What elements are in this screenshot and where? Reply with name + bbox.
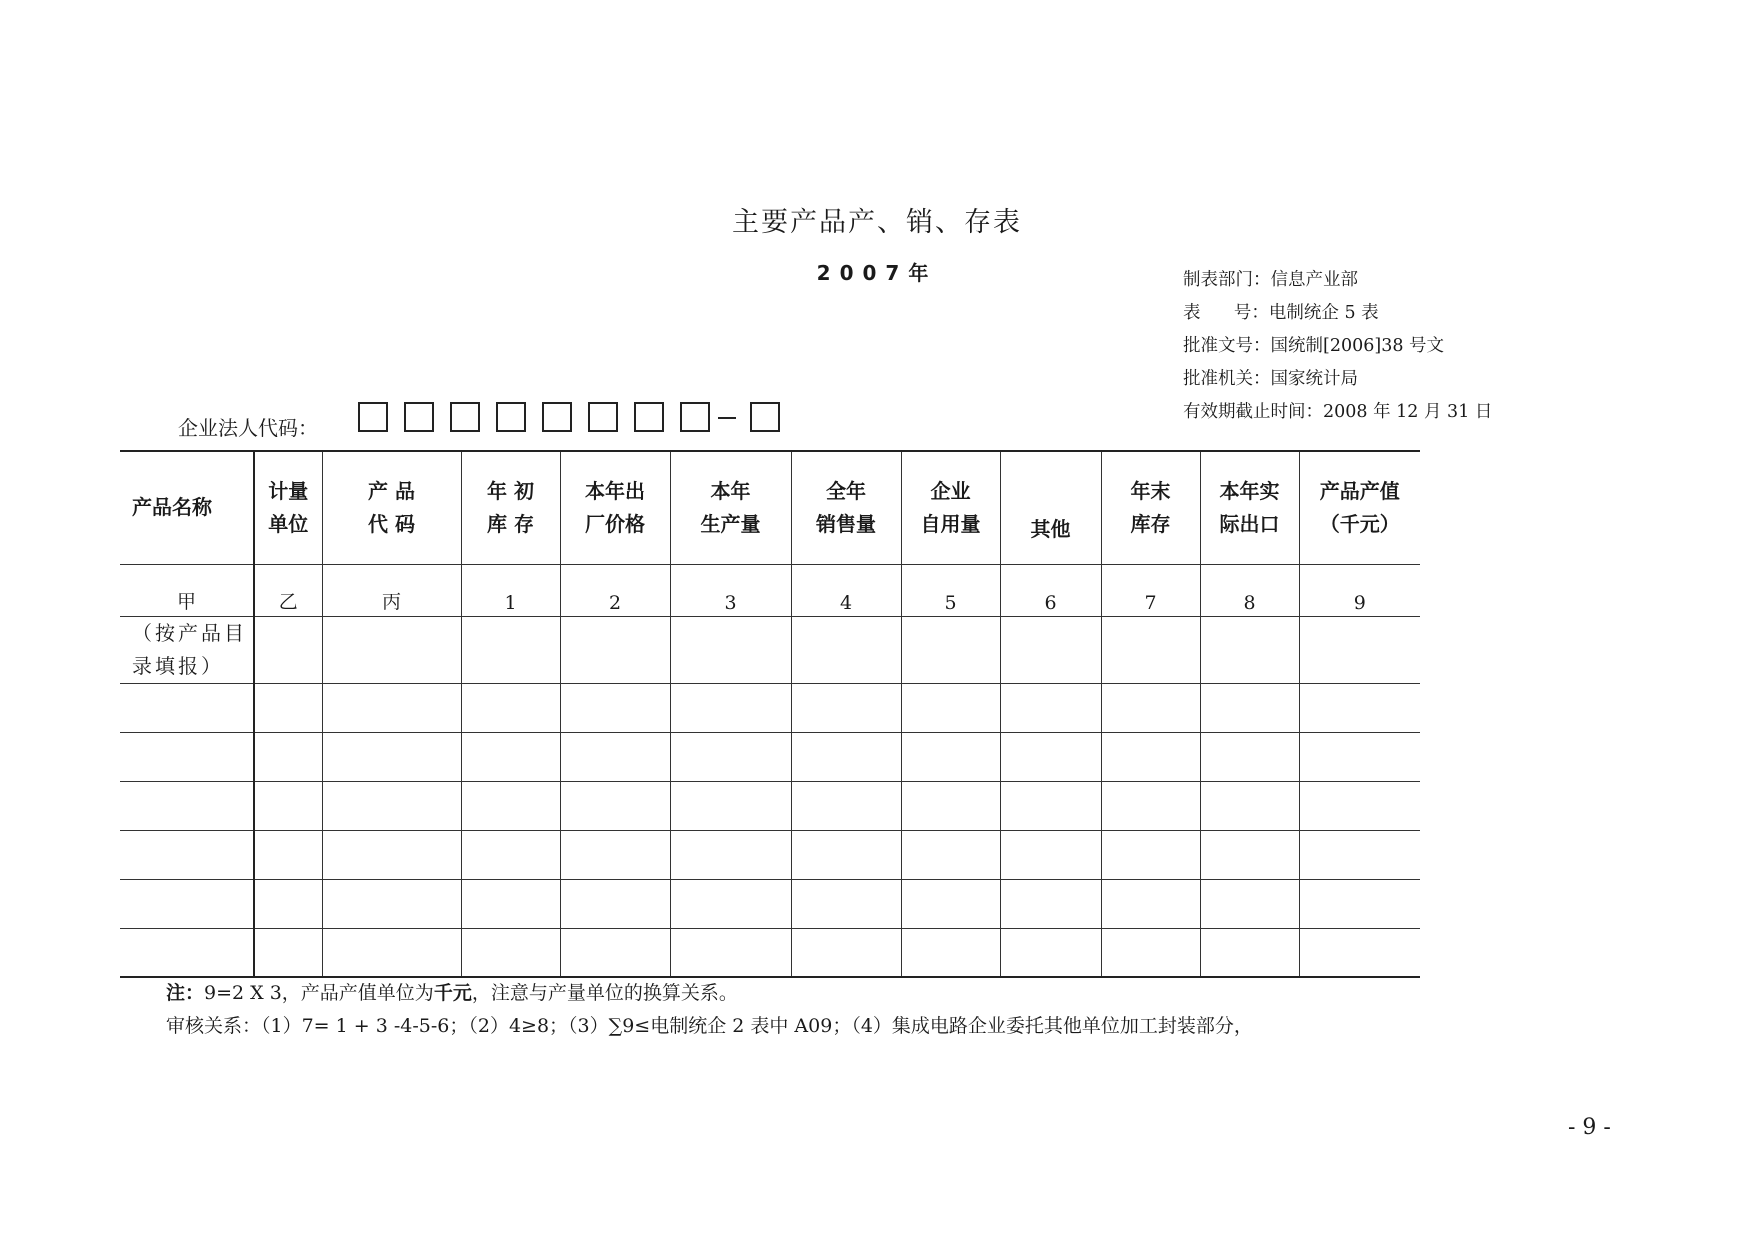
meta-approval-doc: 批准文号：国统制[2006]38 号文 [1183,336,1445,356]
table-cell[interactable] [791,732,901,781]
table-cell[interactable] [254,616,322,683]
table-cell[interactable] [791,616,901,683]
table-cell[interactable] [1200,732,1299,781]
table-cell[interactable] [120,683,254,732]
page-number: - 9 - [1568,1115,1611,1140]
table-cell[interactable] [120,830,254,879]
table-cell[interactable] [254,732,322,781]
table-cell[interactable] [901,830,1000,879]
table-cell[interactable] [560,732,670,781]
code-digit-box[interactable] [496,402,526,432]
table-cell[interactable] [1200,928,1299,977]
table-row [120,732,1420,781]
table-cell[interactable] [670,928,791,977]
table-cell[interactable] [322,616,461,683]
meta-form-number: 表 号：电制统企 5 表 [1183,303,1379,323]
table-cell[interactable] [791,781,901,830]
table-cell[interactable] [1200,683,1299,732]
code-digit-box[interactable] [404,402,434,432]
code-check-box[interactable] [750,402,780,432]
table-cell[interactable] [560,879,670,928]
column-number: 2 [560,564,670,616]
table-cell[interactable] [791,830,901,879]
note-bold-unit: 千元 [433,982,472,1004]
table-cell[interactable] [322,928,461,977]
table-cell[interactable] [461,781,560,830]
table-cell[interactable] [1200,781,1299,830]
product-table [120,450,1420,978]
table-cell[interactable] [1299,616,1420,683]
table-cell[interactable] [254,879,322,928]
table-cell[interactable] [1000,683,1101,732]
table-cell[interactable] [120,781,254,830]
table-cell[interactable] [791,683,901,732]
table-cell[interactable] [1000,732,1101,781]
table-cell[interactable] [254,928,322,977]
table-cell[interactable] [901,928,1000,977]
table-cell[interactable] [1101,781,1200,830]
code-separator-dash [718,417,736,419]
table-cell[interactable] [254,683,322,732]
table-row [120,616,1420,683]
table-cell[interactable] [254,781,322,830]
table-cell[interactable] [560,616,670,683]
table-cell[interactable] [254,830,322,879]
table-cell[interactable] [120,732,254,781]
column-number: 7 [1101,564,1200,616]
table-cell[interactable] [120,879,254,928]
header-sales: 全年 销售量 [791,451,901,564]
form-metadata [1183,264,1492,429]
column-number-row [120,564,1420,616]
note-formula [166,978,738,1005]
table-cell[interactable] [1000,616,1101,683]
note-text-a: 9=2 X 3，产品产值单位为 [204,982,434,1004]
table-cell[interactable] [461,830,560,879]
table-cell[interactable] [322,683,461,732]
table-row [120,830,1420,879]
code-digit-box[interactable] [450,402,480,432]
table-cell[interactable] [322,781,461,830]
header-unit: 计量 单位 [254,451,322,564]
table-cell[interactable] [322,879,461,928]
table-cell[interactable] [1101,683,1200,732]
table-cell[interactable] [901,879,1000,928]
column-number: 丙 [322,564,461,616]
header-factory-price: 本年出 厂价格 [560,451,670,564]
table-cell[interactable] [1000,781,1101,830]
meta-department: 制表部门：信息产业部 [1183,270,1358,290]
table-cell[interactable] [560,830,670,879]
table-cell[interactable] [1000,830,1101,879]
meta-approval-authority: 批准机关：国家统计局 [1183,369,1358,389]
table-cell[interactable] [791,928,901,977]
table-row [120,683,1420,732]
table-cell[interactable] [1101,928,1200,977]
table-cell[interactable] [461,928,560,977]
table-cell[interactable] [1299,683,1420,732]
header-production: 本年 生产量 [670,451,791,564]
table-cell[interactable] [1000,879,1101,928]
header-export: 本年实 际出口 [1200,451,1299,564]
table-header-row [120,451,1420,564]
header-closing-stock: 年末 库存 [1101,451,1200,564]
page-title: 主要产品产、销、存表 [732,207,1022,238]
table-cell[interactable] [670,830,791,879]
table-cell[interactable] [560,683,670,732]
table-cell[interactable] [461,732,560,781]
table-cell[interactable] [1299,732,1420,781]
table-cell[interactable] [901,683,1000,732]
table-cell[interactable] [670,683,791,732]
header-self-use: 企业 自用量 [901,451,1000,564]
code-digit-box[interactable] [680,402,710,432]
header-opening-stock: 年 初 库 存 [461,451,560,564]
column-number: 1 [461,564,560,616]
table-cell[interactable] [461,683,560,732]
table-cell[interactable] [1000,928,1101,977]
header-product-name: 产品名称 [120,451,254,564]
legal-code-label: 企业法人代码： [178,416,318,440]
note-prefix: 注： [166,982,205,1004]
table-row [120,781,1420,830]
table-cell[interactable] [901,616,1000,683]
table-cell[interactable] [461,879,560,928]
table-cell[interactable] [1101,732,1200,781]
table-row [120,879,1420,928]
column-number: 乙 [254,564,322,616]
table-cell[interactable] [1200,616,1299,683]
column-number: 6 [1000,564,1101,616]
meta-valid-until: 有效期截止时间：2008 年 12 月 31 日 [1183,402,1493,422]
report-year: 2007年 [816,261,938,285]
table-cell[interactable] [670,879,791,928]
table-cell[interactable] [1101,830,1200,879]
table-cell[interactable] [1299,830,1420,879]
column-number: 9 [1299,564,1420,616]
column-number: 5 [901,564,1000,616]
table-row [120,928,1420,977]
table-cell[interactable] [1299,781,1420,830]
column-number: 8 [1200,564,1299,616]
table-cell[interactable] [901,781,1000,830]
header-product-code: 产 品 代 码 [322,451,461,564]
product-list-hint: （按产品目 录填报） [120,616,254,683]
table-cell[interactable] [1299,928,1420,977]
column-number: 甲 [120,564,254,616]
code-digit-box[interactable] [542,402,572,432]
code-digit-box[interactable] [588,402,618,432]
table-cell[interactable] [461,616,560,683]
note-audit-relations: 审核关系：（1）7= 1 + 3 -4-5-6；（2）4≥8；（3）∑9≤电制统企 2 表中 A09；（4）集成电路企业委托其他单位加工封装部分， [166,1015,1253,1037]
table-cell[interactable] [1101,616,1200,683]
column-number: 4 [791,564,901,616]
header-other: 其他 [1000,451,1101,564]
column-number: 3 [670,564,791,616]
table-cell[interactable] [670,781,791,830]
table-cell[interactable] [322,830,461,879]
table-cell[interactable] [560,781,670,830]
code-digit-box[interactable] [634,402,664,432]
table-cell[interactable] [1299,879,1420,928]
table-cell[interactable] [120,928,254,977]
table-cell[interactable] [791,879,901,928]
table-cell[interactable] [560,928,670,977]
table-cell[interactable] [901,732,1000,781]
table-cell[interactable] [1200,830,1299,879]
code-digit-box[interactable] [358,402,388,432]
table-cell[interactable] [1101,879,1200,928]
table-cell[interactable] [670,732,791,781]
table-cell[interactable] [322,732,461,781]
header-output-value: 产品产值 （千元） [1299,451,1420,564]
note-text-b: ，注意与产量单位的换算关系。 [471,982,738,1004]
table-cell[interactable] [1200,879,1299,928]
table-cell[interactable] [670,616,791,683]
